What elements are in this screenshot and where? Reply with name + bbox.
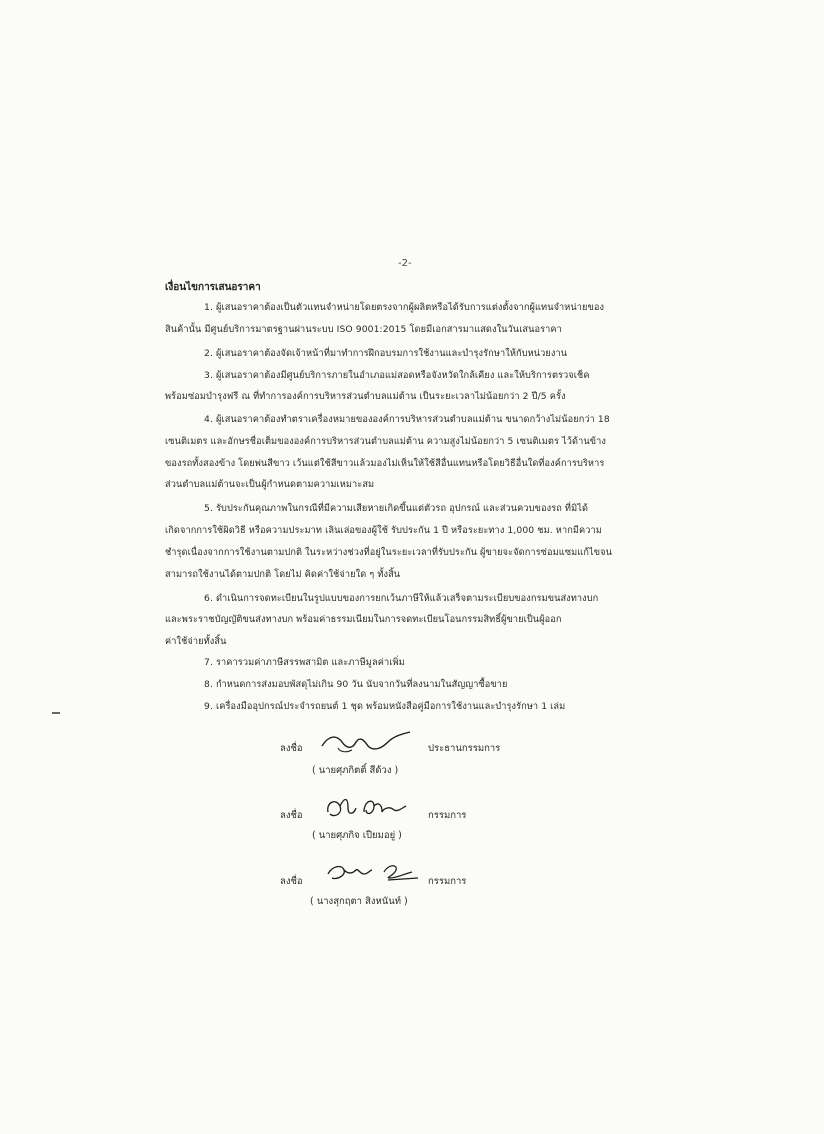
signer-position: กรรมการ: [428, 876, 467, 887]
paragraph-line: สินค้านั้น มีศูนย์บริการมาตรฐานผ่านระบบ ISO 9001:2015 โดยมีเอกสารมาแสดงในวันเสนอราคา: [165, 324, 562, 335]
paragraph-line: 8. กำหนดการส่งมอบพัสดุไม่เกิน 90 วัน นับจากวันที่ลงนามในสัญญาซื้อขาย: [204, 679, 508, 690]
paragraph-line: และพระราชบัญญัติขนส่งทางบก พร้อมค่าธรรมเนียมในการจดทะเบียนโอนกรรมสิทธิ์ผู้ขายเป็นผู้ออก: [165, 614, 562, 625]
signer-position: ประธานกรรมการ: [428, 743, 501, 754]
signature-3: [322, 856, 432, 890]
paragraph-line: ของรถทั้งสองข้าง โดยพ่นสีขาว เว้นแต่ใช้สีขาวแล้วมองไม่เห็นให้ใช้สีอื่นแทนหรือโดยวิธีอื่นใดที่องค์การบริหาร: [165, 458, 605, 469]
signature-2: [320, 790, 416, 826]
signer-name: ( นายศุภกิจ เปียมอยู่ ): [312, 830, 402, 841]
paragraph-line: 3. ผู้เสนอราคาต้องมีศูนย์บริการภายในอำเภอแม่สอดหรือจังหวัดใกล้เคียง และให้บริการตรวจเช็ค: [204, 370, 590, 381]
paragraph-line: 1. ผู้เสนอราคาต้องเป็นตัวแทนจำหน่ายโดยตรงจากผู้ผลิตหรือได้รับการแต่งตั้งจากผู้แทนจำหน่ายของ: [204, 302, 605, 313]
signer-position: กรรมการ: [428, 810, 467, 821]
sign-label: ลงชื่อ: [280, 810, 303, 821]
paragraph-line: 6. ดำเนินการจดทะเบียนในรูปแบบของการยกเว้นภาษีให้แล้วเสร็จตามระเบียบของกรมขนส่งทางบก: [204, 593, 599, 604]
paragraph-line: ชำรุดเนื่องจากการใช้งานตามปกติ ในระหว่างช่วงที่อยู่ในระยะเวลาที่รับประกัน ผู้ขายจะจัดการซ่อมแซมแก้ไขจน: [165, 547, 612, 558]
signer-name: ( นายศุภกิตติ์ สีด้วง ): [312, 765, 399, 776]
scan-mark: [52, 712, 60, 714]
signature-1: [316, 722, 416, 758]
paragraph-line: 7. ราคารวมค่าภาษีสรรพสามิต และภาษีมูลค่าเพิ่ม: [204, 657, 405, 668]
paragraph-line: 4. ผู้เสนอราคาต้องทำตราเครื่องหมายขององค์การบริหารส่วนตำบลแม่ต้าน ขนาดกว้างไม่น้อยกว่า 18: [204, 414, 610, 425]
paragraph-line: 9. เครื่องมืออุปกรณ์ประจำรถยนต์ 1 ชุด พร้อมหนังสือคู่มือการใช้งานและบำรุงรักษา 1 เล่ม: [204, 701, 566, 712]
paragraph-line: เกิดจากการใช้ผิดวิธี หรือความประมาท เลินเล่อของผู้ใช้ รับประกัน 1 ปี หรือระยะทาง 1,000 ชม. หากมีความ: [165, 525, 602, 536]
page-number: -2-: [398, 258, 412, 269]
sign-label: ลงชื่อ: [280, 876, 303, 887]
paragraph-line: เซนติเมตร และอักษรชื่อเต็มขององค์การบริหารส่วนตำบลแม่ต้าน ความสูงไม่น้อยกว่า 5 เซนติเมตร ไว้ด้านข้าง: [165, 436, 606, 447]
paragraph-line: 5. รับประกันคุณภาพในกรณีที่มีความเสียหายเกิดขึ้นแต่ตัวรถ อุปกรณ์ และส่วนควบของรถ ที่มิได้: [204, 503, 589, 514]
paragraph-line: 2. ผู้เสนอราคาต้องจัดเจ้าหน้าที่มาทำการฝึกอบรมการใช้งานและบำรุงรักษาให้กับหน่วยงาน: [204, 348, 568, 359]
paragraph-line: ส่วนตำบลแม่ต้านจะเป็นผู้กำหนดตามความเหมาะสม: [165, 479, 375, 490]
sign-label: ลงชื่อ: [280, 743, 303, 754]
signer-name: ( นางสุกฤตา สิงหนันท์ ): [310, 896, 408, 907]
paragraph-line: พร้อมซ่อมบำรุงฟรี ณ ที่ทำการองค์การบริหารส่วนตำบลแม่ต้าน เป็นระยะเวลาไม่น้อยกว่า 2 ปี/5 ครั้ง: [165, 391, 566, 402]
paragraph-line: ค่าใช้จ่ายทั้งสิ้น: [165, 636, 227, 647]
paragraph-line: สามารถใช้งานได้ตามปกติ โดยไม่ คิดค่าใช้จ่ายใด ๆ ทั้งสิ้น: [165, 569, 401, 580]
section-heading: เงื่อนไขการเสนอราคา: [165, 282, 261, 293]
